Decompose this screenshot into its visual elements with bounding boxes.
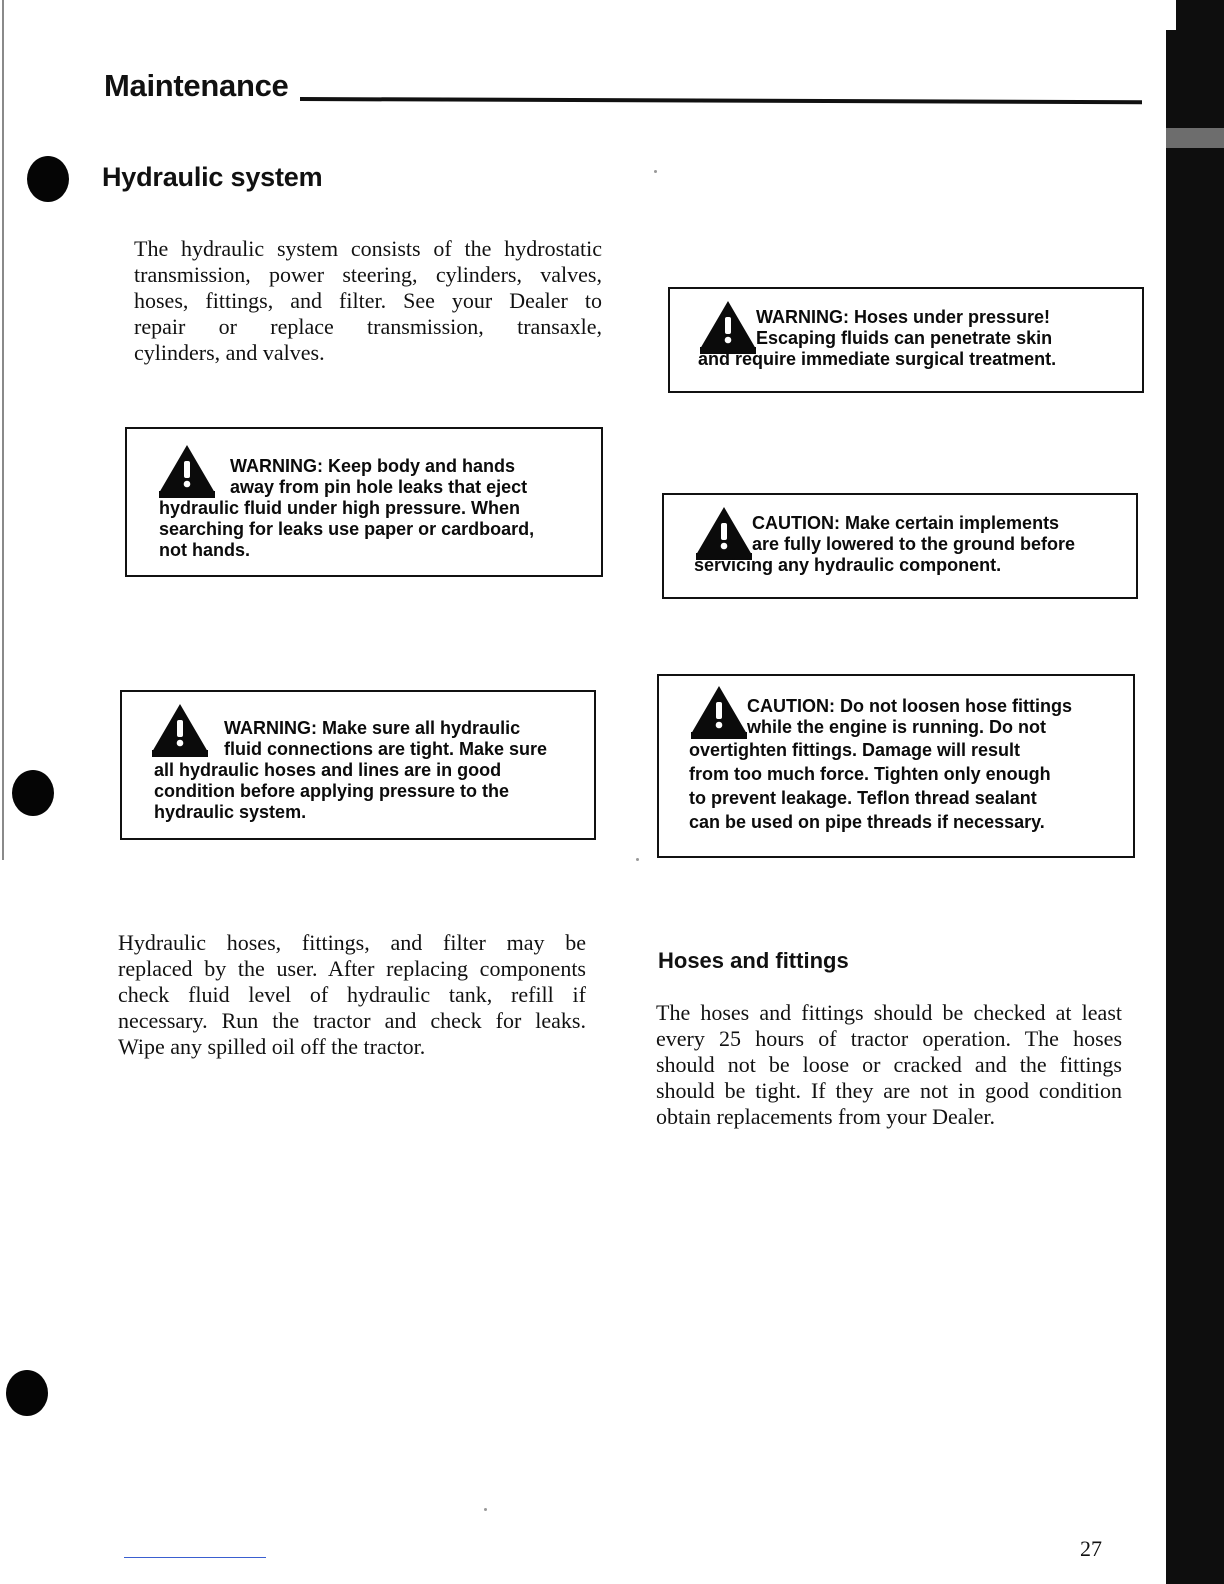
warning-box-pin-hole-leaks xyxy=(125,427,603,577)
caution-line: CAUTION: Do not loosen hose fittings xyxy=(747,696,1072,716)
warning-triangle-icon xyxy=(689,684,749,740)
scan-edge-corner xyxy=(1166,0,1176,30)
scan-edge-bar xyxy=(1166,0,1224,1584)
warning-text xyxy=(230,456,527,498)
warning-line: WARNING: Keep body and hands xyxy=(230,456,516,476)
section-title: Hydraulic system xyxy=(102,162,323,192)
warning-line: all hydraulic hoses and lines are in good xyxy=(154,760,502,780)
warning-text-wrap xyxy=(698,349,1056,370)
hoses-paragraph xyxy=(656,1000,1122,1130)
caution-box-hose-fittings xyxy=(657,674,1135,858)
hoses-line: obtain replacements from your Dealer. xyxy=(656,1104,996,1129)
replace-paragraph xyxy=(118,930,586,1060)
warning-line: WARNING: Make sure all hydraulic xyxy=(224,718,521,738)
warning-line: fluid connections are tight. Make sure xyxy=(224,739,548,759)
warning-line: away from pin hole leaks that eject xyxy=(230,477,528,497)
intro-line: transmission, power steering, cylinders, valves, xyxy=(134,262,602,287)
binder-hole-top xyxy=(27,156,69,202)
hoses-fittings-heading: Hoses and fittings xyxy=(658,948,849,973)
warning-line: Escaping fluids can penetrate skin xyxy=(756,328,1053,348)
scan-speck xyxy=(484,1508,487,1511)
scan-edge-notch xyxy=(1166,128,1224,148)
warning-line: WARNING: Hoses under pressure! xyxy=(756,307,1051,327)
caution-line: are fully lowered to the ground before xyxy=(752,534,1076,554)
intro-line: cylinders, and valves. xyxy=(134,340,325,365)
intro-line: The hydraulic system consists of the hydrostatic xyxy=(134,236,602,261)
warning-box-hoses-pressure xyxy=(668,287,1144,393)
caution-line: servicing any hydraulic component. xyxy=(694,555,1002,575)
footer-rule xyxy=(124,1557,266,1558)
warning-triangle-icon xyxy=(150,702,210,758)
intro-line: repair or replace transmission, transaxle, xyxy=(134,314,602,339)
intro-line: hoses, fittings, and filter. See your Dealer to xyxy=(134,288,602,313)
binder-hole-bottom xyxy=(6,1370,48,1416)
warning-line: hydraulic system. xyxy=(154,802,307,822)
hoses-line: should not be loose or cracked and the fittings xyxy=(656,1052,1122,1077)
hoses-line: every 25 hours of tractor operation. The hoses xyxy=(656,1026,1122,1051)
warning-triangle-icon xyxy=(698,299,758,355)
warning-text-wrap xyxy=(159,498,534,561)
caution-line: from too much force. Tighten only enough xyxy=(689,764,1051,784)
warning-triangle-icon xyxy=(157,443,217,499)
intro-paragraph xyxy=(134,236,602,366)
page-title: Maintenance xyxy=(104,68,289,103)
replace-line: replaced by the user. After replacing components xyxy=(118,956,586,981)
warning-line: hydraulic fluid under high pressure. When xyxy=(159,498,521,518)
hoses-line: The hoses and fittings should be checked at least xyxy=(656,1000,1122,1025)
warning-triangle-icon xyxy=(694,505,754,561)
caution-line: to prevent leakage. Teflon thread sealant xyxy=(689,788,1037,808)
replace-line: check fluid level of hydraulic tank, refill if xyxy=(118,982,586,1007)
caution-text-wrap xyxy=(694,555,1001,576)
warning-line: not hands. xyxy=(159,540,250,560)
scan-speck xyxy=(636,858,639,861)
warning-line: and require immediate surgical treatment. xyxy=(698,349,1057,369)
warning-line: searching for leaks use paper or cardboard, xyxy=(159,519,535,539)
scan-speck xyxy=(654,170,657,173)
caution-text xyxy=(752,513,1075,555)
caution-text xyxy=(747,696,1072,738)
replace-line: necessary. Run the tractor and check for leaks. xyxy=(118,1008,586,1033)
binder-hole-middle xyxy=(12,770,54,816)
warning-text xyxy=(224,718,547,760)
caution-box-implements-lowered xyxy=(662,493,1138,599)
caution-line: overtighten fittings. Damage will result xyxy=(689,740,1021,760)
hoses-line: should be tight. If they are not in good condition xyxy=(656,1078,1122,1103)
warning-line: condition before applying pressure to the xyxy=(154,781,510,801)
caution-line: can be used on pipe threads if necessary. xyxy=(689,812,1045,832)
replace-line: Hydraulic hoses, fittings, and filter may be xyxy=(118,930,586,955)
warning-box-connections-tight xyxy=(120,690,596,840)
caution-line: CAUTION: Make certain implements xyxy=(752,513,1060,533)
caution-text-wrap xyxy=(689,738,1051,834)
scan-edge-line xyxy=(2,0,4,860)
page-number: 27 xyxy=(1080,1536,1102,1561)
warning-text xyxy=(756,307,1052,349)
caution-line: while the engine is running. Do not xyxy=(747,717,1046,737)
title-rule xyxy=(300,97,1142,104)
replace-line: Wipe any spilled oil off the tractor. xyxy=(118,1034,426,1059)
warning-text-wrap xyxy=(154,760,509,823)
